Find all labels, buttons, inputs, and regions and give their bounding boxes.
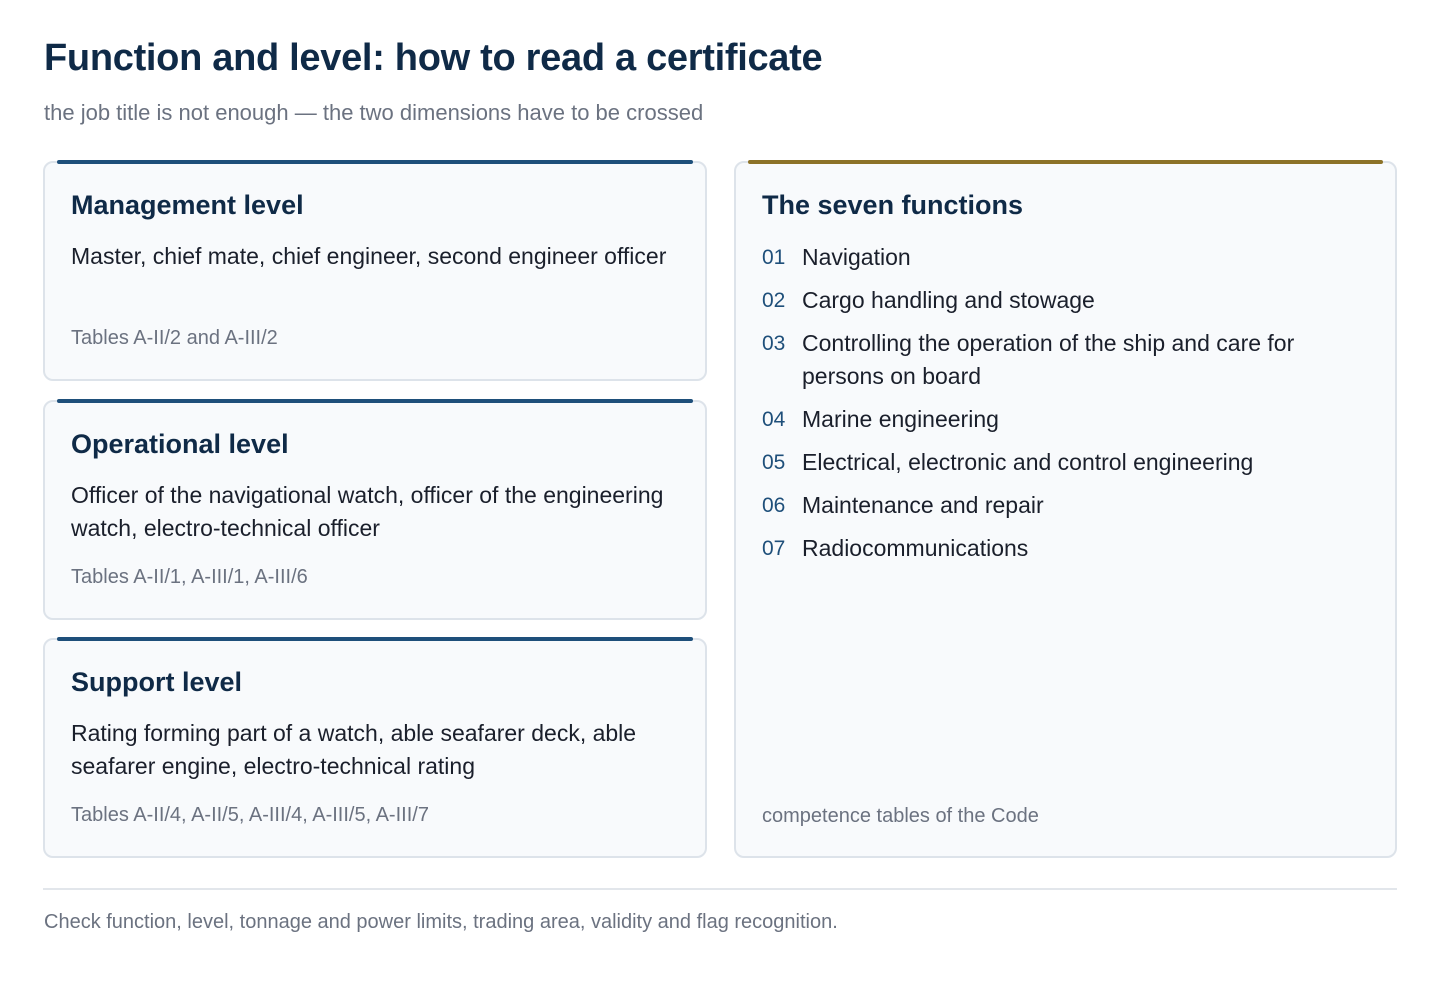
- card-accent-bar: [57, 637, 693, 641]
- card-reference: Tables A-II/2 and A-III/2: [71, 327, 278, 349]
- card-reference: Tables A-II/1, A-III/1, A-III/6: [71, 566, 308, 588]
- card-body: Master, chief mate, chief engineer, second engineer officer: [71, 243, 667, 269]
- card-accent-bar: [57, 399, 693, 403]
- function-number: 07: [762, 537, 786, 560]
- function-label: Controlling the operation of the ship and care for persons on board: [802, 330, 1295, 389]
- function-item: [762, 403, 1382, 436]
- card-body: Rating forming part of a watch, able seafarer deck, able seafarer engine, electro-technical rating: [71, 720, 637, 779]
- card-title: Management level: [71, 190, 304, 220]
- card-accent-bar: [57, 160, 693, 164]
- function-item: [762, 489, 1382, 522]
- function-item: [762, 284, 1382, 317]
- card-title: The seven functions: [762, 190, 1024, 220]
- function-item: [762, 446, 1382, 479]
- function-label: Radiocommunications: [802, 535, 1029, 561]
- footer-note: Check function, level, tonnage and power limits, trading area, validity and flag recognition.: [44, 911, 838, 933]
- functions-list: [762, 241, 1382, 575]
- function-item: [762, 241, 1382, 274]
- function-number: 01: [762, 246, 786, 269]
- function-number: 04: [762, 408, 786, 431]
- function-label: Marine engineering: [802, 406, 999, 432]
- function-number: 06: [762, 494, 786, 517]
- page-title: Function and level: how to read a certificate: [44, 37, 823, 79]
- function-item: [762, 532, 1382, 565]
- function-label: Electrical, electronic and control engineering: [802, 449, 1254, 475]
- function-label: Cargo handling and stowage: [802, 287, 1095, 313]
- card-title: Operational level: [71, 429, 289, 459]
- card-accent-bar: [748, 160, 1383, 164]
- function-number: 05: [762, 451, 786, 474]
- operational-level-card: [43, 400, 707, 620]
- support-level-card: [43, 638, 707, 858]
- management-level-card: [43, 161, 707, 381]
- footer-divider: [43, 888, 1397, 890]
- function-item: [762, 327, 1382, 393]
- functions-note: competence tables of the Code: [762, 805, 1039, 827]
- function-number: 02: [762, 289, 786, 312]
- function-label: Navigation: [802, 244, 911, 270]
- function-label: Maintenance and repair: [802, 492, 1044, 518]
- page-subtitle: the job title is not enough — the two dimensions have to be crossed: [44, 100, 704, 125]
- card-title: Support level: [71, 667, 243, 697]
- functions-card: [734, 161, 1397, 858]
- function-number: 03: [762, 332, 786, 355]
- card-body: Officer of the navigational watch, officer of the engineering watch, electro-technical officer: [71, 482, 664, 541]
- card-reference: Tables A-II/4, A-II/5, A-III/4, A-III/5, A-III/7: [71, 804, 429, 826]
